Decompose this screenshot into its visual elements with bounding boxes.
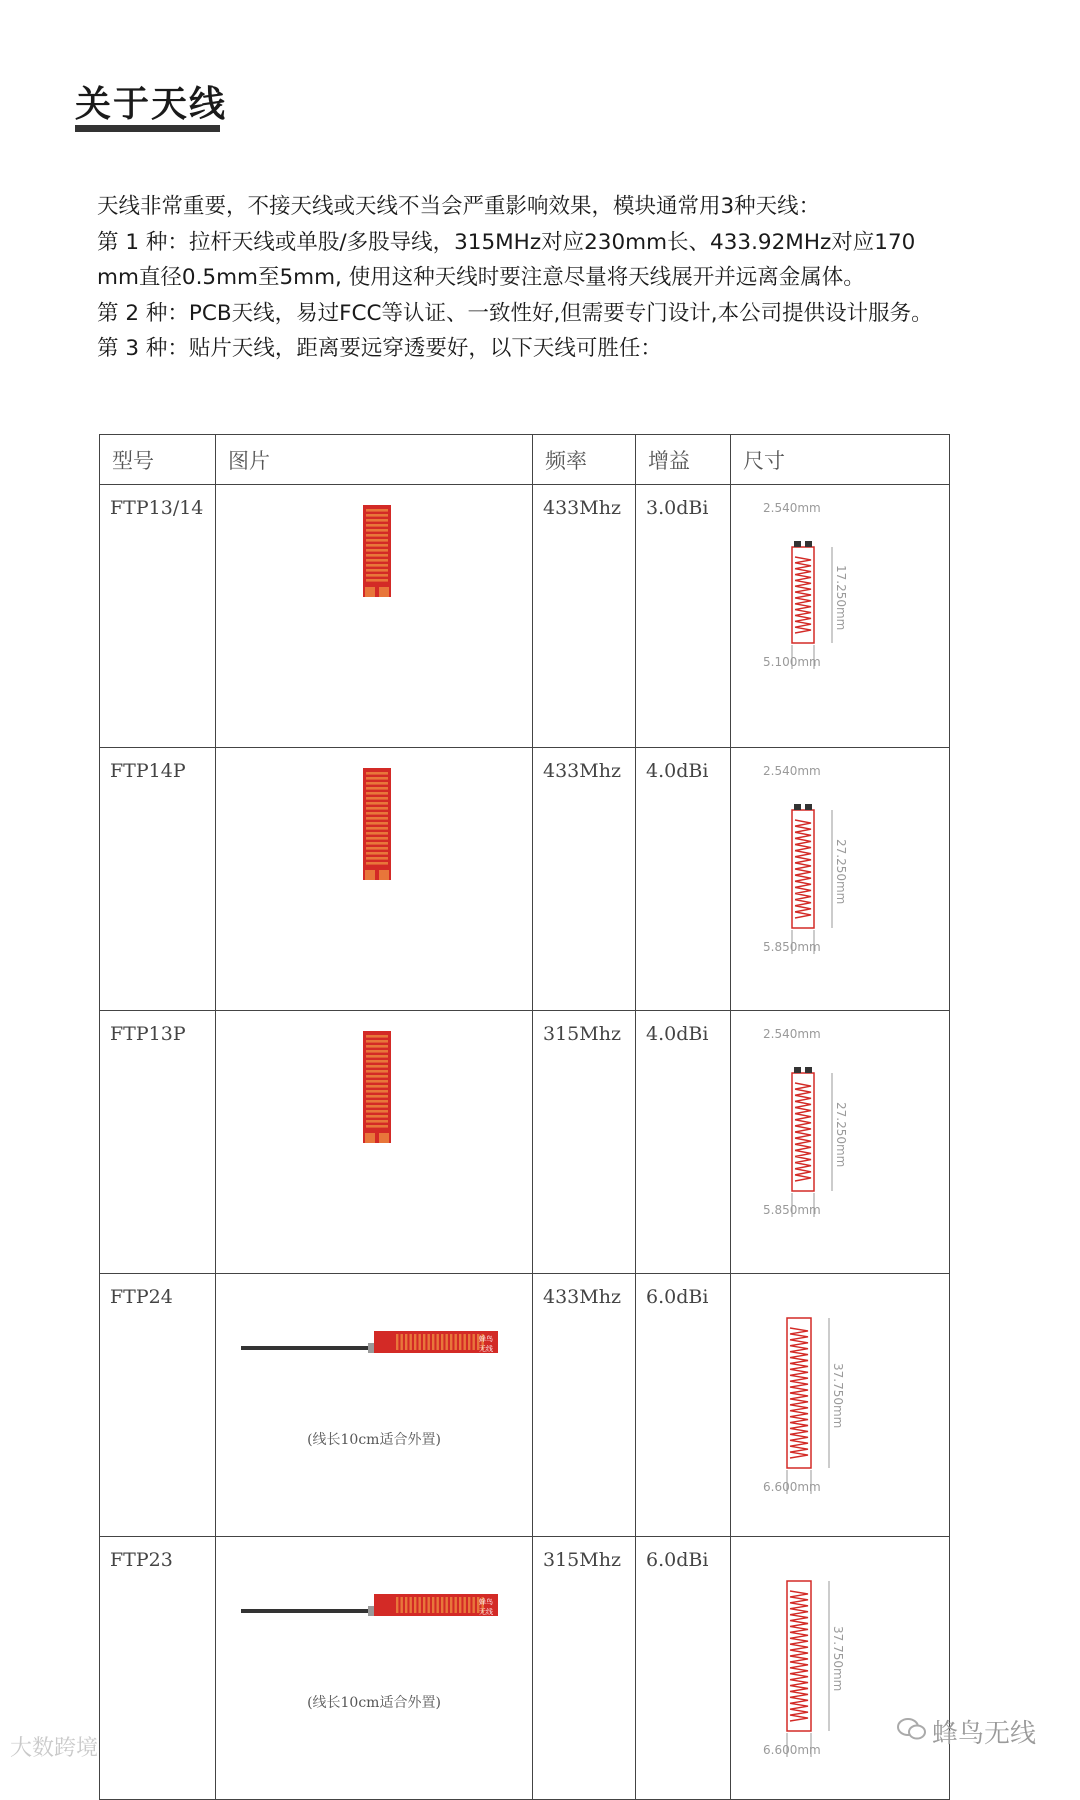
dimension-length: 27.250mm — [834, 839, 848, 905]
trace-line — [459, 1334, 461, 1350]
trace-line — [423, 1334, 425, 1350]
solder-pad — [365, 870, 375, 880]
trace-line — [419, 1597, 421, 1613]
trace-line — [366, 1060, 388, 1063]
trace-line — [366, 519, 388, 522]
trace-line — [366, 782, 388, 785]
table-row — [100, 1274, 950, 1537]
trace-line — [366, 1105, 388, 1108]
trace-line — [366, 1035, 388, 1038]
model-name: FTP23 — [110, 1549, 173, 1571]
table-row — [100, 1011, 950, 1274]
trace-line — [410, 1597, 412, 1613]
model-name-cell — [100, 1537, 216, 1800]
trace-line — [428, 1597, 430, 1613]
coil-trace — [795, 557, 811, 633]
frequency-cell — [533, 485, 636, 748]
trace-line — [428, 1334, 430, 1350]
trace-line — [366, 812, 388, 815]
trace-line — [464, 1597, 466, 1613]
trace-line — [419, 1334, 421, 1350]
trace-line — [366, 1115, 388, 1118]
trace-line — [401, 1597, 403, 1613]
trace-line — [366, 832, 388, 835]
dimension-width-top: 2.540mm — [763, 1027, 821, 1041]
trace-line — [432, 1597, 434, 1613]
dimension-width-top: 2.540mm — [763, 764, 821, 778]
solder-pad — [379, 1133, 389, 1143]
trace-line — [450, 1334, 452, 1350]
terminal — [794, 541, 801, 547]
title-block — [75, 76, 227, 127]
dimension-cell — [731, 485, 950, 748]
trace-line — [366, 1050, 388, 1053]
dimension-width-bottom: 5.850mm — [763, 1203, 821, 1217]
trace-line — [366, 564, 388, 567]
trace-line — [366, 1055, 388, 1058]
gain-cell — [636, 1274, 731, 1537]
model-name-cell — [100, 485, 216, 748]
trace-line — [366, 554, 388, 557]
dimension-length: 17.250mm — [834, 565, 848, 631]
dimension-length: 27.250mm — [834, 1102, 848, 1168]
model-name-cell — [100, 1274, 216, 1537]
trace-line — [468, 1334, 470, 1350]
model-name-cell — [100, 748, 216, 1011]
gain-cell — [636, 485, 731, 748]
trace-line — [366, 1070, 388, 1073]
model-name: FTP14P — [110, 760, 186, 782]
trace-line — [366, 862, 388, 865]
trace-line — [473, 1597, 475, 1613]
dimension-width-top: 2.540mm — [763, 501, 821, 515]
image-caption: (线长10cm适合外置) — [307, 1432, 441, 1448]
gain: 4.0dBi — [646, 760, 709, 782]
frequency-cell — [533, 1011, 636, 1274]
title-underline — [75, 125, 220, 132]
gain: 4.0dBi — [646, 1023, 709, 1045]
trace-line — [437, 1597, 439, 1613]
trace-line — [366, 807, 388, 810]
solder-pad — [379, 870, 389, 880]
model-name: FTP13P — [110, 1023, 186, 1045]
trace-line — [464, 1334, 466, 1350]
coil-trace — [790, 1591, 808, 1721]
trace-line — [366, 1090, 388, 1093]
terminal — [794, 1067, 801, 1073]
coil-trace — [790, 1328, 808, 1458]
gain: 6.0dBi — [646, 1286, 709, 1308]
trace-line — [441, 1334, 443, 1350]
terminal — [805, 1067, 812, 1073]
trace-line — [366, 827, 388, 830]
trace-line — [366, 837, 388, 840]
intro-line: 第 3 种：贴片天线，距离要远穿透要好，以下天线可胜任： — [97, 336, 662, 361]
picture-cell — [216, 1011, 533, 1274]
trace-line — [366, 1095, 388, 1098]
trace-line — [405, 1334, 407, 1350]
frequency: 315Mhz — [543, 1023, 621, 1045]
dimension-length: 37.750mm — [831, 1626, 845, 1692]
trace-line — [366, 787, 388, 790]
trace-line — [366, 1100, 388, 1103]
trace-line — [366, 539, 388, 542]
coil-trace — [795, 1083, 811, 1181]
intro-line: 天线非常重要，不接天线或天线不当会严重影响效果，模块通常用3种天线： — [97, 194, 821, 219]
trace-line — [459, 1597, 461, 1613]
trace-line — [366, 792, 388, 795]
coil-trace — [795, 820, 811, 918]
dimension-length: 37.750mm — [831, 1363, 845, 1429]
trace-line — [366, 1080, 388, 1083]
frequency: 433Mhz — [543, 760, 621, 782]
trace-line — [366, 857, 388, 860]
gain: 3.0dBi — [646, 497, 709, 519]
trace-line — [410, 1334, 412, 1350]
trace-line — [366, 822, 388, 825]
trace-line — [366, 559, 388, 562]
trace-line — [366, 847, 388, 850]
trace-line — [366, 534, 388, 537]
trace-line — [455, 1334, 457, 1350]
header-frequency: 频率 — [533, 435, 636, 485]
trace-line — [414, 1597, 416, 1613]
antenna-image — [216, 1274, 533, 1532]
trace-line — [473, 1334, 475, 1350]
trace-line — [468, 1597, 470, 1613]
trace-line — [366, 797, 388, 800]
trace-line — [366, 772, 388, 775]
trace-line — [396, 1334, 398, 1350]
solder-pad — [365, 1133, 375, 1143]
table-row — [100, 748, 950, 1011]
trace-line — [366, 842, 388, 845]
table-row — [100, 485, 950, 748]
intro-line: 第 1 种：拉杆天线或单股/多股导线，315MHz对应230mm长、433.92MHz对应170 — [97, 229, 916, 255]
page-title: 关于天线 — [75, 84, 228, 125]
dimension-width-bottom: 5.850mm — [763, 940, 821, 954]
trace-line — [366, 529, 388, 532]
pcb-label: 无线 — [479, 1345, 493, 1353]
dimension-width-bottom: 6.600mm — [763, 1743, 821, 1757]
intro-line: 第 2 种：PCB天线，易过FCC等认证、一致性好,但需要专门设计,本公司提供设计服务。 — [97, 300, 933, 326]
trace-line — [366, 579, 388, 582]
trace-line — [366, 852, 388, 855]
dimension-cell — [731, 1537, 950, 1800]
trace-line — [366, 569, 388, 572]
antenna-table — [99, 434, 950, 1800]
trace-line — [446, 1334, 448, 1350]
solder-pad — [365, 587, 375, 597]
model-name: FTP24 — [110, 1286, 173, 1308]
trace-line — [414, 1334, 416, 1350]
trace-line — [455, 1597, 457, 1613]
trace-line — [366, 574, 388, 577]
picture-cell — [216, 748, 533, 1011]
header-gain: 增益 — [636, 435, 731, 485]
pcb-label: 无线 — [479, 1608, 493, 1616]
trace-line — [366, 1075, 388, 1078]
header-picture: 图片 — [216, 435, 533, 485]
table-row — [100, 1537, 950, 1800]
frequency: 315Mhz — [543, 1549, 621, 1571]
frequency-cell — [533, 748, 636, 1011]
trace-line — [405, 1597, 407, 1613]
intro-line: mm直径0.5mm至5mm, 使用这种天线时要注意尽量将天线展开并远离金属体。 — [97, 265, 865, 290]
trace-line — [366, 514, 388, 517]
trace-line — [432, 1334, 434, 1350]
trace-line — [366, 1045, 388, 1048]
dimension-cell — [731, 748, 950, 1011]
trace-line — [401, 1334, 403, 1350]
picture-cell — [216, 485, 533, 748]
terminal — [794, 804, 801, 810]
trace-line — [446, 1597, 448, 1613]
trace-line — [366, 509, 388, 512]
dimension-cell — [731, 1274, 950, 1537]
model-name-cell — [100, 1011, 216, 1274]
wechat-icon — [897, 1717, 927, 1741]
trace-line — [366, 777, 388, 780]
trace-line — [396, 1597, 398, 1613]
gain-cell — [636, 748, 731, 1011]
frequency-cell — [533, 1537, 636, 1800]
trace-line — [437, 1334, 439, 1350]
frequency-cell — [533, 1274, 636, 1537]
model-name: FTP13/14 — [110, 497, 204, 519]
antenna-image — [216, 485, 533, 743]
picture-cell — [216, 1274, 533, 1537]
pcb-label: 蜂鸟 — [479, 1598, 493, 1606]
trace-line — [423, 1597, 425, 1613]
intro-text — [97, 189, 997, 367]
dimension-cell — [731, 1011, 950, 1274]
trace-line — [366, 1110, 388, 1113]
dimension-width-bottom: 6.600mm — [763, 1480, 821, 1494]
trace-line — [366, 1085, 388, 1088]
trace-line — [366, 1125, 388, 1128]
frequency: 433Mhz — [543, 1286, 621, 1308]
trace-line — [441, 1597, 443, 1613]
trace-line — [366, 549, 388, 552]
trace-line — [366, 1120, 388, 1123]
trace-line — [366, 1065, 388, 1068]
trace-line — [366, 524, 388, 527]
antenna-image — [216, 748, 533, 1006]
table-header-row — [100, 435, 950, 485]
trace-line — [366, 802, 388, 805]
antenna-image — [216, 1011, 533, 1269]
watermark-source: 大数跨境 — [10, 1736, 99, 1761]
terminal — [805, 541, 812, 547]
pcb-label: 蜂鸟 — [479, 1335, 493, 1343]
image-caption: (线长10cm适合外置) — [307, 1695, 441, 1711]
antenna-image — [216, 1537, 533, 1795]
trace-line — [366, 817, 388, 820]
dimension-width-bottom: 5.100mm — [763, 655, 821, 669]
gain-cell — [636, 1537, 731, 1800]
trace-line — [366, 544, 388, 547]
trace-line — [450, 1597, 452, 1613]
gain-cell — [636, 1011, 731, 1274]
trace-line — [366, 1040, 388, 1043]
picture-cell — [216, 1537, 533, 1800]
frequency: 433Mhz — [543, 497, 621, 519]
solder-pad — [379, 587, 389, 597]
header-size: 尺寸 — [731, 435, 950, 485]
gain: 6.0dBi — [646, 1549, 709, 1571]
watermark-brand: 蜂鸟无线 — [932, 1719, 1037, 1749]
terminal — [805, 804, 812, 810]
header-model: 型号 — [100, 435, 216, 485]
